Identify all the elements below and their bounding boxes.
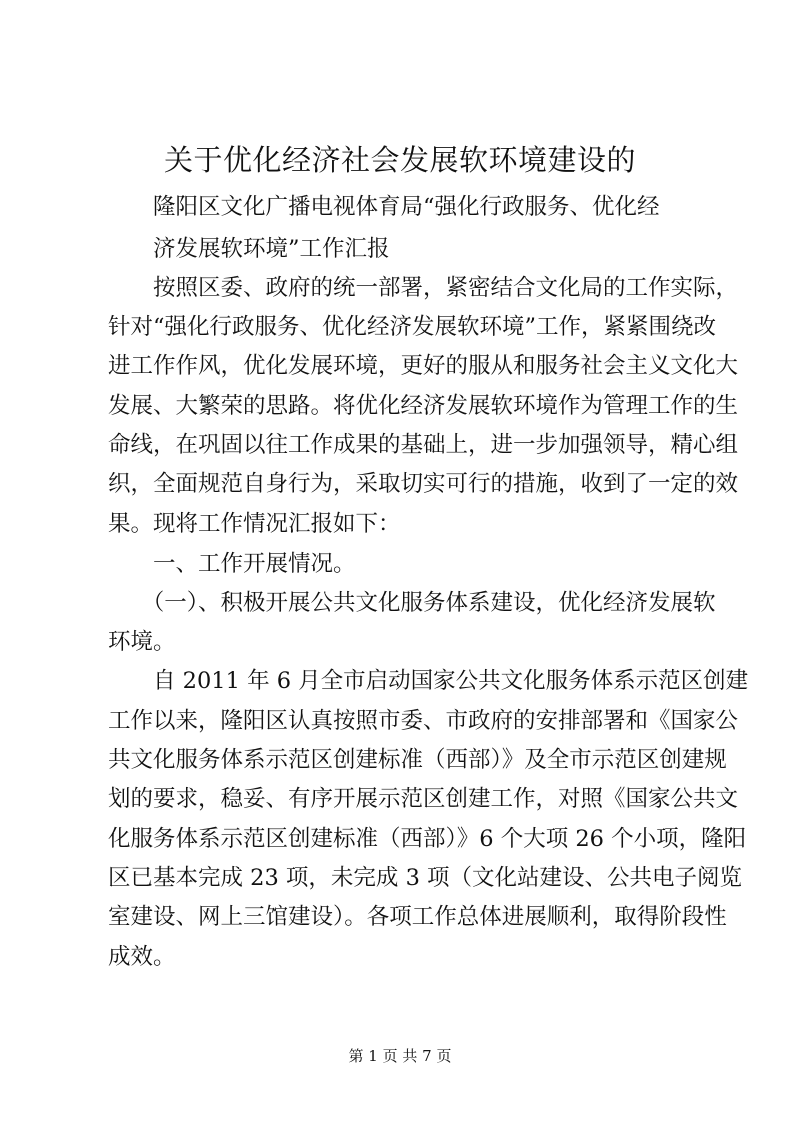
body-line: 区已基本完成 23 项，未完成 3 项（文化站建设、公共电子阅览 — [108, 865, 743, 891]
body-line: 进工作作风，优化发展环境，更好的服从和服务社会主义文化大 — [108, 353, 739, 379]
body-line: 按照区委、政府的统一部署，紧密结合文化局的工作实际， — [108, 275, 739, 301]
body-line: 共文化服务体系示范区创建标准（西部）》及全市示范区创建规 — [108, 747, 727, 773]
body-line: 隆阳区文化广播电视体育局“强化行政服务、优化经 — [108, 194, 660, 220]
section-heading: 一、工作开展情况。 — [108, 551, 356, 577]
body-line: 针对“强化行政服务、优化经济发展软环境”工作，紧紧围绕改 — [108, 314, 717, 340]
body-line: 成效。 — [108, 944, 176, 970]
body-line: 命线，在巩固以往工作成果的基础上，进一步加强领导，精心组 — [108, 432, 739, 458]
body-line: 室建设、网上三馆建设）。各项工作总体进展顺利，取得阶段性 — [108, 904, 727, 930]
body-line: 织，全面规范自身行为，采取切实可行的措施，收到了一定的效 — [108, 471, 739, 497]
body-line: 果。现将工作情况汇报如下： — [108, 511, 401, 537]
body-line: 工作以来，隆阳区认真按照市委、市政府的安排部署和《国家公 — [108, 708, 739, 734]
body-line: 划的要求，稳妥、有序开展示范区创建工作，对照《国家公共文 — [108, 786, 739, 812]
body-line: 济发展软环境”工作汇报 — [108, 236, 390, 262]
body-line: 自 2011 年 6 月全市启动国家公共文化服务体系示范区创建 — [108, 668, 749, 694]
page-number: 第 1 页 共 7 页 — [348, 1047, 452, 1065]
subsection-heading: 环境。 — [108, 629, 176, 655]
body-line: 发展、大繁荣的思路。将优化经济发展软环境作为管理工作的生 — [108, 393, 739, 419]
document-title: 关于优化经济社会发展软环境建设的 — [163, 143, 636, 177]
subsection-heading: （一）、积极开展公共文化服务体系建设，优化经济发展软 — [108, 590, 716, 616]
body-line: 化服务体系示范区创建标准（西部）》6 个大项 26 个小项，隆阳 — [108, 826, 747, 852]
